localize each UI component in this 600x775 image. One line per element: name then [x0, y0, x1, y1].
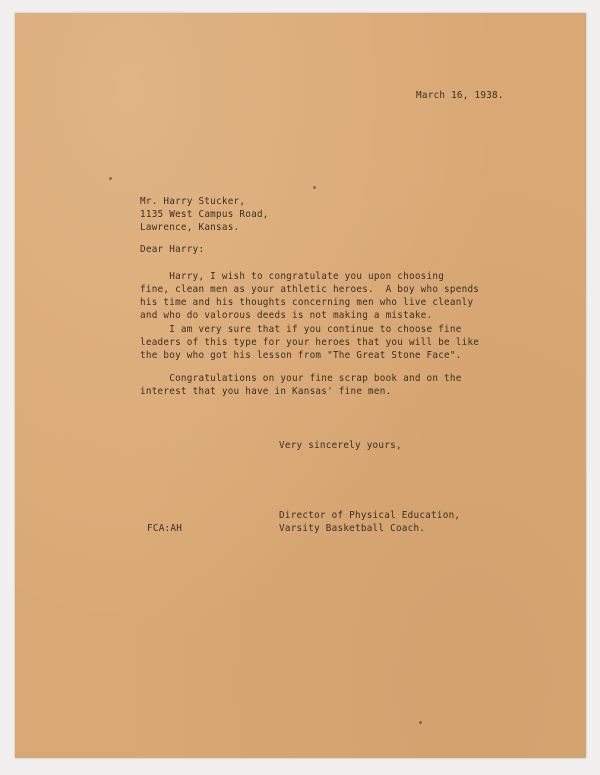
address-line: Mr. Harry Stucker, — [140, 196, 246, 207]
signature-block — [279, 509, 460, 535]
paragraph-line: his time and his thoughts concerning men who live cleanly — [140, 297, 474, 308]
paragraph-line: leaders of this type for your heroes that you will be like — [140, 337, 480, 348]
typist-initials: FCA:AH — [147, 523, 183, 534]
signature-line: Director of Physical Education, — [279, 510, 461, 521]
paper-speck — [109, 177, 112, 180]
paper-speck — [419, 721, 422, 724]
paragraph-line: and who do valorous deeds is not making a mistake. — [140, 310, 433, 321]
letter-page — [15, 13, 586, 758]
paragraph-line: interest that you have in Kansas' fine men. — [140, 386, 392, 397]
paragraph-line: Congratulations on your fine scrap book and on the — [140, 373, 462, 384]
paragraph-line: I am very sure that if you continue to choose fine — [140, 324, 462, 335]
signature-line: Varsity Basketball Coach. — [279, 523, 426, 534]
letter-date: March 16, 1938. — [416, 90, 504, 101]
paragraph-line: fine, clean men as your athletic heroes. A boy who spends — [140, 284, 480, 295]
complimentary-closing: Very sincerely yours, — [279, 440, 402, 451]
body-paragraph-1 — [140, 270, 479, 322]
paragraph-line: Harry, I wish to congratulate you upon choosing — [140, 271, 445, 282]
paragraph-line: the boy who got his lesson from "The Great Stone Face". — [140, 350, 462, 361]
paper-speck — [313, 186, 316, 189]
body-paragraph-3 — [140, 372, 462, 398]
address-line: 1135 West Campus Road, — [140, 209, 269, 220]
address-line: Lawrence, Kansas. — [140, 222, 240, 233]
recipient-address — [140, 195, 269, 234]
body-paragraph-2 — [140, 323, 479, 362]
salutation: Dear Harry: — [140, 244, 205, 255]
